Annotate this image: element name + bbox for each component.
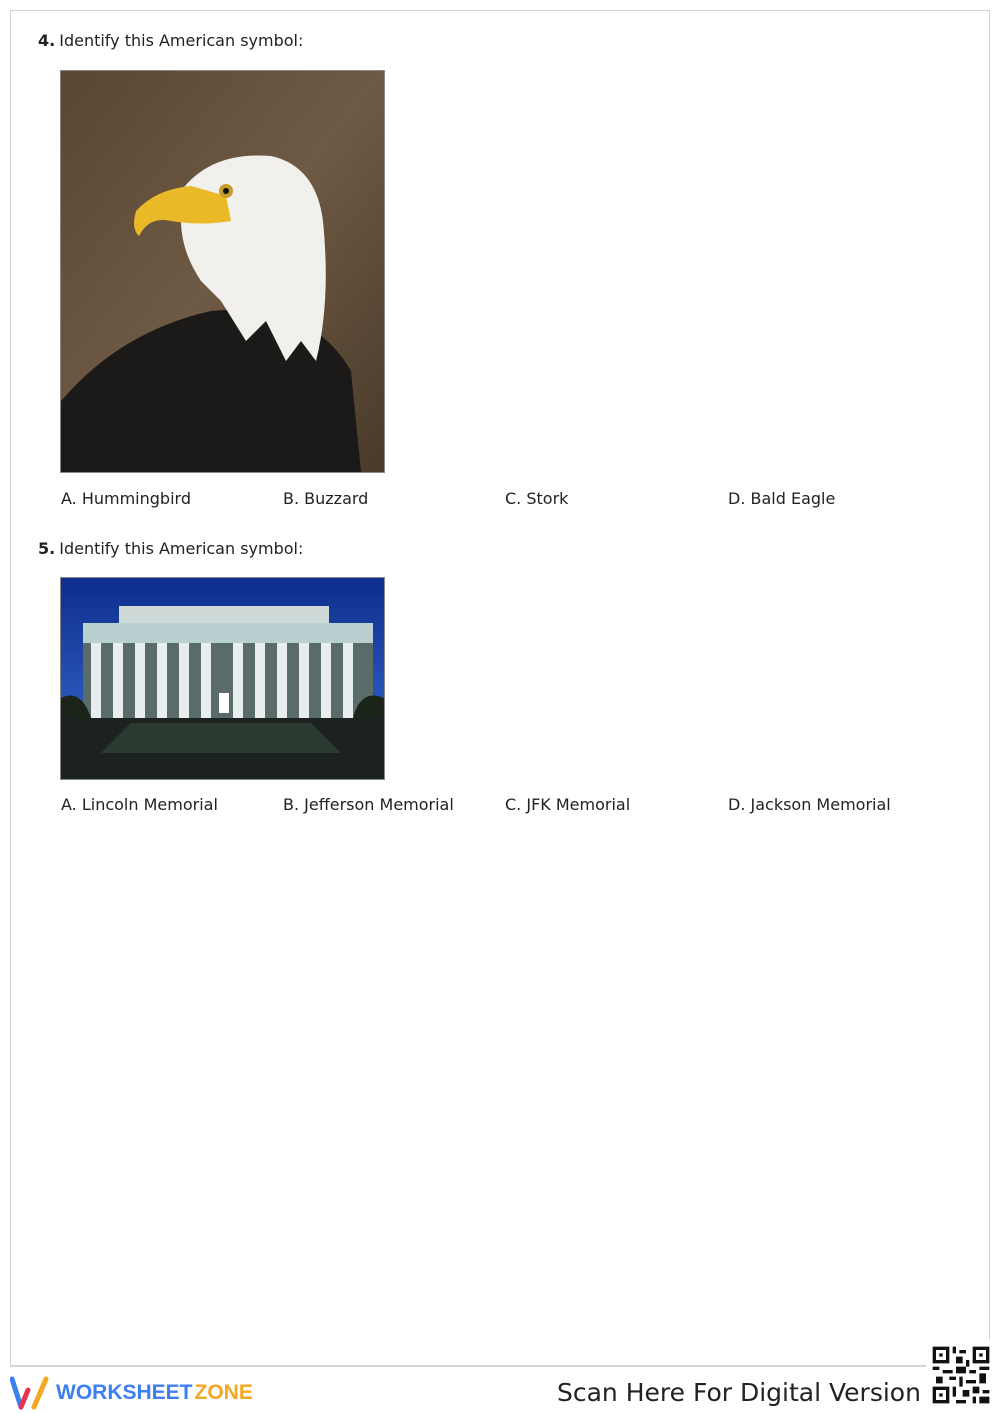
option-b[interactable]: B. Buzzard (283, 489, 369, 508)
qr-code[interactable] (926, 1340, 996, 1410)
bald-eagle-image (60, 70, 385, 473)
option-d[interactable]: D. Jackson Memorial (728, 795, 891, 814)
question-prompt: Identify this American symbol: (59, 31, 304, 50)
logo-w-icon (10, 1376, 50, 1410)
lincoln-memorial-image (60, 577, 385, 780)
option-c[interactable]: C. JFK Memorial (505, 795, 631, 814)
option-b[interactable]: B. Jefferson Memorial (283, 795, 454, 814)
brand-name-part2: ZONE (194, 1381, 253, 1404)
question-5 (38, 539, 303, 558)
worksheetzone-logo[interactable] (10, 1376, 253, 1410)
option-a[interactable]: A. Lincoln Memorial (61, 795, 218, 814)
question-number: 4. (38, 31, 56, 50)
option-d[interactable]: D. Bald Eagle (728, 489, 836, 508)
option-a[interactable]: A. Hummingbird (61, 489, 191, 508)
brand-name-part1: WORKSHEET (56, 1381, 193, 1404)
scan-text: Scan Here For Digital Version (557, 1378, 921, 1407)
question-4 (38, 31, 303, 50)
question-prompt: Identify this American symbol: (59, 539, 304, 558)
option-c[interactable]: C. Stork (505, 489, 569, 508)
question-number: 5. (38, 539, 56, 558)
